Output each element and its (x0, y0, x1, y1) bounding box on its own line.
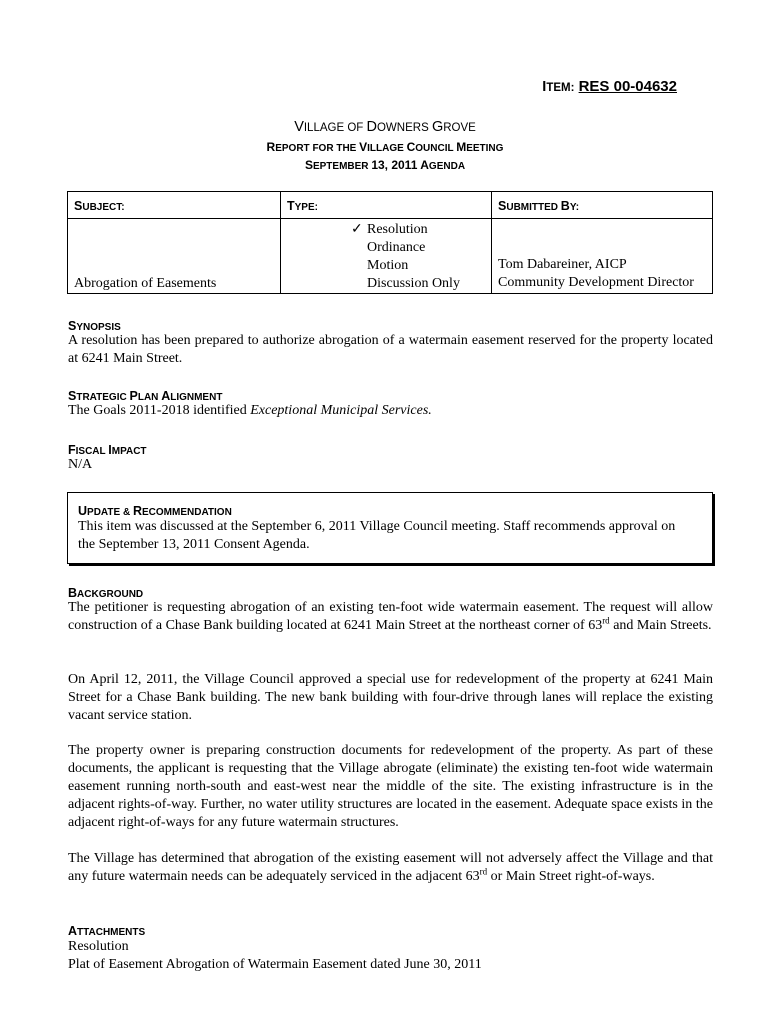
background-p3: The property owner is preparing construction documents for redevelopment of the property. As part of these documents, the applicant is requesting that the Village abrogate (eliminate) the existing ten-foot wide watermain easement running north-south and east-west near the middle of the site. The existing infrastructure is in the adjacent rights-of-way. Further, no water utility structures are located in the easement. Adequate space exists in the adjacent right-of-ways for any future watermain structures. (68, 743, 713, 830)
background-p1: The petitioner is requesting abrogation of an existing ten-foot wide watermain easement. The request will allow construction of a Chase Bank building located at 6241 Main Street at the northeast corner of 63rd and Main Streets. (68, 600, 713, 633)
attachment-resolution: Resolution (68, 939, 129, 954)
background-p4: The Village has determined that abrogation of the existing easement will not adversely affect the Village and that any future watermain needs can be adequately serviced in the adjacent 63rd or Main Street right-of-ways. (68, 851, 713, 884)
type-header: TYPE: (281, 192, 492, 219)
submitted-cell (492, 219, 713, 294)
subject-header: SUBJECT: (68, 192, 281, 219)
type-motion: Motion (367, 258, 409, 273)
agenda-info-table (67, 191, 713, 294)
update-text: This item was discussed at the September 6, 2011 Village Council meeting. Staff recommends approval on the September 13, 2011 Consent Agenda. (78, 519, 676, 552)
type-ordinance: Ordinance (367, 240, 426, 255)
update-title: UPDATE & RECOMMENDATION (78, 504, 232, 518)
fiscal-title: FISCAL IMPACT (68, 443, 147, 457)
update-recommendation-box (67, 492, 713, 564)
strategic-text: The Goals 2011-2018 identified Exceptional Municipal Services. (68, 403, 432, 418)
heading-report: REPORT FOR THE VILLAGE COUNCIL MEETING (266, 140, 504, 154)
submitted-name: Tom Dabareiner, AICP (498, 257, 627, 272)
type-discussion-only: Discussion Only (367, 276, 460, 291)
synopsis-title: SYNOPSIS (68, 319, 121, 333)
attachments-title: ATTACHMENTS (68, 924, 146, 938)
subject-value: Abrogation of Easements (74, 276, 217, 291)
subject-cell (68, 219, 281, 294)
checkmark-icon: ✓ (351, 222, 363, 237)
background-p2: On April 12, 2011, the Village Council approved a special use for redevelopment of the property at 6241 Main Street for a Chase Bank building. The new bank building with four-drive through lanes will replace the existing vacant service station. (68, 672, 713, 723)
background-title: BACKGROUND (68, 586, 144, 600)
heading-agenda-date: SEPTEMBER 13, 2011 AGENDA (304, 158, 466, 172)
item-value: RES 00-04632 (578, 78, 677, 95)
item-label: ITEM: (542, 79, 575, 95)
submitted-title: Community Development Director (498, 275, 694, 290)
fiscal-text: N/A (68, 457, 93, 472)
submitted-header: SUBMITTED BY: (492, 192, 713, 219)
item-number (542, 78, 677, 95)
heading-village: VILLAGE OF DOWNERS GROVE (294, 119, 476, 135)
attachment-plat: Plat of Easement Abrogation of Watermain Easement dated June 30, 2011 (68, 957, 482, 972)
strategic-title: STRATEGIC PLAN ALIGNMENT (68, 389, 223, 403)
type-cell (281, 219, 492, 294)
synopsis-text: A resolution has been prepared to authorize abrogation of a watermain easement reserved for the property located at 6241 Main Street. (68, 333, 713, 366)
type-resolution: ✓ Resolution (351, 222, 428, 237)
